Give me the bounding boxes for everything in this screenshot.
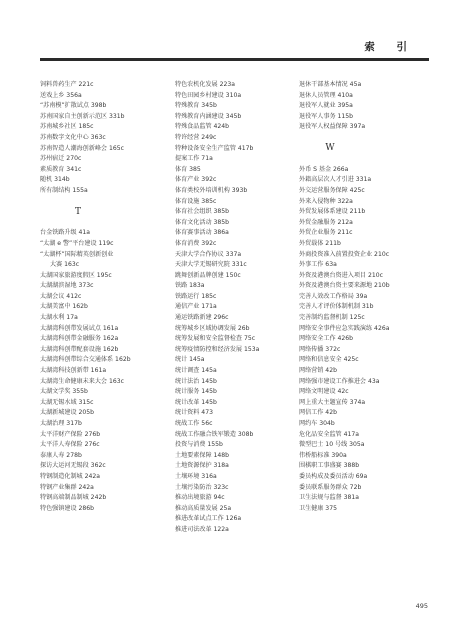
index-entry: 外贸金融服务 212a [299, 218, 353, 226]
index-entry: 苏南国家自主创新示范区 331b [40, 112, 125, 120]
index-entry: 太平洋人寿保险 276c [40, 441, 100, 449]
index-entry: 特钢产业集群 242a [40, 483, 94, 491]
index-entry: 统筹发展和安全监督检查 75c [175, 335, 256, 343]
index-entry: 通运铁路新建 296c [175, 314, 229, 322]
index-entry: 退休干部基本情况 45a [299, 81, 362, 88]
index-entry: 统计服务 145b [175, 388, 217, 396]
index-entry: 土地要素保障 148b [175, 451, 229, 459]
index-entry: 退役军人就业 395a [299, 102, 353, 110]
index-entry: 网络传播 372c [299, 345, 341, 353]
index-entry: 苏南城乡社区 185c [40, 123, 94, 131]
index-entry: 伟桥船标准 390a [299, 451, 347, 459]
index-entry: 推动出境旅游 94c [175, 494, 225, 502]
index-entry: 太湖美富中 162b [40, 303, 88, 311]
index-entry: 太湖文学奖 355b [40, 388, 88, 396]
index-entry: 太湖湖滨湿地 373c [40, 282, 94, 290]
index-entry: 完善人才评价体制机制 31b [299, 303, 374, 311]
index-entry: 推动高质量发展 25a [175, 504, 232, 512]
index-entry: 体育 385 [175, 165, 201, 173]
index-entry: 统计 145a [175, 356, 205, 364]
index-entry: 委员联系服务群众 72b [299, 483, 362, 491]
index-entry: 外事工作 63a [299, 261, 337, 269]
index-entry: 土壤污染防治 323c [175, 483, 229, 491]
index-entry: 微型巴士 10 号线 305a [299, 441, 365, 449]
index-entry: 天津大学合作协议 337a [175, 250, 242, 258]
index-entry: 跳舞创新品牌创建 150c [175, 271, 241, 279]
index-entry: 特钢高端制品制城 242b [40, 494, 107, 502]
index-entry: 统筹疫情防控和经济发展 153a [175, 345, 260, 353]
index-entry: 随机 314b [40, 176, 70, 184]
index-entry: 退役军人事务 115b [299, 112, 353, 120]
index-entry: 外资及港澳台资进入项目 210c [299, 271, 383, 279]
index-entry: 太平洋财产保险 276b [40, 430, 101, 438]
index-entry: 太湖新城建设 205b [40, 409, 94, 417]
index-entry: 苏南数字文化中心 363c [40, 133, 106, 141]
header-rule [40, 58, 429, 61]
index-entry: 特色强镇建设 286b [40, 504, 94, 512]
index-entry: 外贸发展体系建设 211b [299, 208, 366, 216]
index-entry: 投资与消费 155b [175, 441, 223, 449]
index-entry: 统计资料 473 [175, 409, 213, 417]
index-entry: 外币 S 基金 266a [299, 165, 349, 173]
index-entry: 土地资源保护 318a [175, 462, 229, 470]
index-entry: 退役军人权益保障 397a [299, 123, 366, 131]
index-entry: 外贸企业服务 211c [299, 229, 353, 237]
index-entry: 外籍高层次人才引进 331a [299, 176, 372, 184]
index-entry: 体育赛事活动 386a [175, 229, 229, 237]
index-entry: 推进司法改革 122a [175, 525, 229, 533]
index-column-2 [175, 80, 307, 536]
index-entry: 网信工作 42b [299, 409, 337, 417]
index-entry: 太湖湾生命健康未来大会 163c [40, 377, 124, 385]
index-entry: 体育设施 385c [175, 197, 217, 205]
index-entry: 网络和信息安全 425c [299, 356, 359, 364]
index-entry: 太湖会议 412c [40, 292, 82, 300]
index-entry: 太湖湾科创带发展试点 161a [40, 324, 119, 332]
index-entry: 天津大学无锡研究院 331c [175, 261, 247, 269]
index-entry: 饲料兽药生产 221c [40, 81, 94, 88]
index-entry: 体育消费 392c [175, 239, 217, 247]
index-entry: 外来入侵物种 322a [299, 197, 353, 205]
index-entry: 统筹城乡区域协调发展 26b [175, 324, 250, 332]
index-entry: 推进改革试点工作 126a [175, 515, 242, 523]
index-entry: 网络文明建设 42c [299, 388, 349, 396]
index-entry: 台金铁路升级 41a [40, 229, 90, 237]
index-entry: 网络安全事件应急实践演练 426a [299, 324, 390, 332]
index-entry: 体育类校外培训机构 393b [175, 186, 248, 194]
index-entry: 苏南智造人潮海创新峰会 165c [40, 144, 124, 152]
index-entry: 通信产业 171a [175, 303, 217, 311]
index-entry: 泰康人寿 278b [40, 451, 82, 459]
index-entry: 太湖国家旅游度假区 195c [40, 271, 112, 279]
section-letter: T [74, 206, 81, 217]
index-entry: 完善人效改工作格局 39a [299, 292, 368, 300]
index-entry: “苏南模”扩散试点 398b [40, 102, 107, 110]
index-entry: 探访大运河无锡段 362c [40, 462, 106, 470]
index-entry: 特殊教育 345b [175, 102, 217, 110]
index-entry: 提案工作 71a [175, 155, 213, 163]
index-entry: 委员构成及委员活动 69a [299, 472, 368, 480]
index-entry: 铁路运行 185c [175, 292, 217, 300]
index-entry: “太湖杯”国际精英创新创业 [40, 250, 114, 258]
page-title: 索 引 [364, 41, 416, 53]
index-entry: 外贸载体 211b [299, 239, 341, 247]
index-entry: 太湖湾科技创新带 161a [40, 367, 107, 375]
index-entry: 铁路 183a [175, 282, 205, 290]
index-entry: 特许经营 249c [175, 133, 217, 141]
index-entry: 太湖无锡水域 315c [40, 398, 94, 406]
index-entry: 太湖治理 317b [40, 420, 82, 428]
index-entry: 网约车 304b [299, 420, 335, 428]
index-entry: 特殊教育内涵建设 345b [175, 112, 242, 120]
index-entry: 围棋职工事盛赛 388b [299, 462, 360, 470]
index-entry: 外商投资准入前置投资企业 210c [299, 250, 390, 258]
index-entry: 特种设备安全生产监管 417b [175, 144, 254, 152]
index-entry: 太湖湾科创带配套设施 162b [40, 345, 119, 353]
index-column-1 [40, 80, 172, 514]
index-entry: 统计法治 145b [175, 377, 217, 385]
index-entry: 网上重大主题宣传 374a [299, 398, 366, 406]
index-entry: 体育社会组织 385b [175, 208, 229, 216]
index-entry: 太湖湾科创带金融服务 162a [40, 335, 119, 343]
index-entry: 统战工作 56c [175, 420, 213, 427]
index-entry: 完善制约监督机制 125c [299, 314, 365, 322]
index-entry: 太湖湾科创带综合交通体系 162b [40, 356, 131, 364]
index-entry: 所有制结构 155a [40, 186, 88, 194]
index-entry: 危化品安全监管 417a [299, 430, 359, 438]
index-entry: 网络营销 42b [299, 367, 337, 375]
index-entry: 体育文化活动 385b [175, 218, 229, 226]
index-entry: 特殊食品监管 424b [175, 123, 229, 131]
section-letter: W [325, 142, 335, 153]
index-entry: 体育产业 392c [175, 176, 217, 184]
index-entry: 送戏上乡 356a [40, 91, 82, 99]
index-column-3 [299, 80, 431, 514]
index-entry: “太湖 e 警”平台建设 119c [40, 239, 114, 247]
index-entry: 特色田园乡村建设 310a [175, 91, 242, 99]
index-entry: 网络强市建设工作推进会 43a [299, 377, 380, 385]
index-entry: 外资及港澳台资主要来源地 210b [299, 282, 390, 290]
index-entry: 统计调查 145a [175, 367, 217, 375]
index-entry: 特钢制造化制城 242a [40, 472, 100, 480]
index-entry: 土壤环境 316a [175, 472, 217, 480]
index-entry: 外交运营服务保障 425c [299, 186, 365, 194]
index-entry: 卫生法规与监督 381a [299, 494, 359, 502]
index-entry: 网络安全工作 426b [299, 335, 353, 343]
index-entry: 统计改革 145b [175, 398, 217, 406]
index-entry: 素质教育 341c [40, 165, 82, 173]
index-entry: 大赛 163c [50, 261, 80, 269]
index-entry: 退休人员管理 410a [299, 91, 353, 99]
index-entry: 太湖水利 17a [40, 314, 78, 322]
index-entry: 苏州宿迁 270c [40, 155, 82, 163]
page-number: 495 [415, 602, 428, 610]
index-entry: 卫生健康 375 [299, 504, 337, 512]
index-entry: 统战工作融合铁军锻造 308b [175, 430, 254, 438]
index-entry: 特色农机化发展 223a [175, 81, 235, 88]
